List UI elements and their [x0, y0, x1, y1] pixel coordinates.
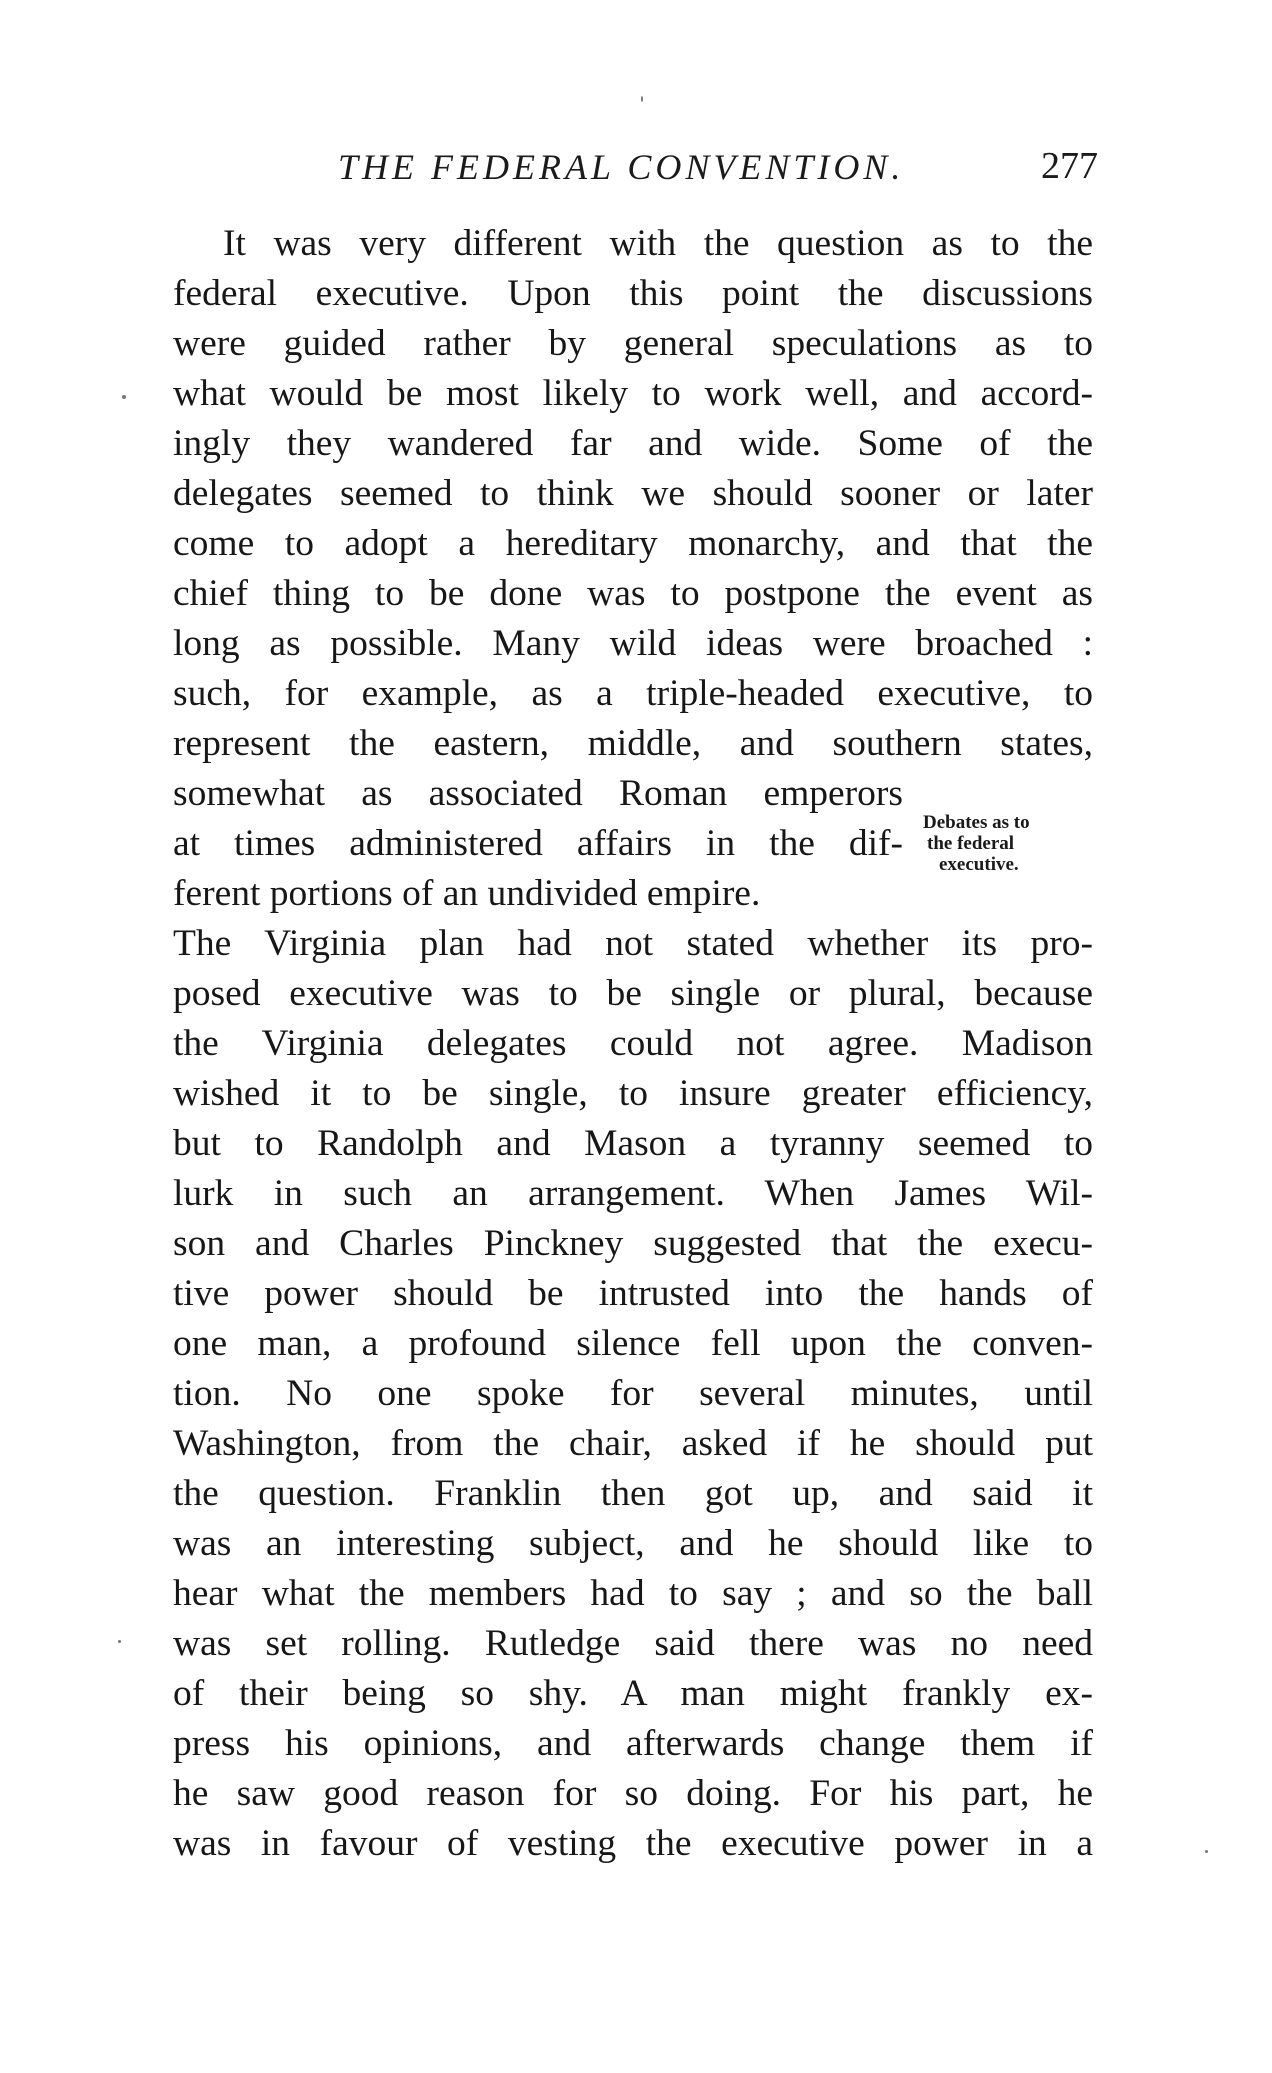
text-line-27: was an interesting subject, and he should like to [173, 1523, 1093, 1564]
text-line-3: were guided rather by general speculations as to [173, 323, 1093, 364]
text-line-13: at times administered affairs in the dif- [173, 823, 903, 864]
margin-note-line: the federal [927, 833, 1015, 854]
text-line-19: but to Randolph and Mason a tyranny seemed to [173, 1123, 1093, 1164]
text-line-4: what would be most likely to work well, and accord- [173, 373, 1093, 414]
text-line-12: somewhat as associated Roman emperors [173, 773, 903, 814]
text-line-7: come to adopt a hereditary monarchy, and that the [173, 523, 1093, 564]
text-line-10: such, for example, as a triple-headed executive, to [173, 673, 1093, 714]
text-line-16: posed executive was to be single or plural, because [173, 973, 1093, 1014]
text-line-8: chief thing to be done was to postpone the event as [173, 573, 1093, 614]
text-line-9: long as possible. Many wild ideas were broached : [173, 623, 1093, 664]
text-line-20: lurk in such an arrangement. When James Wil- [173, 1173, 1093, 1214]
paper-speck [641, 96, 643, 102]
page-number: 277 [1041, 145, 1098, 187]
text-line-24: tion. No one spoke for several minutes, until [173, 1373, 1093, 1414]
text-line-15: The Virginia plan had not stated whether its pro- [173, 923, 1093, 964]
paper-speck [118, 1640, 121, 1643]
text-line-14: ferent portions of an undivided empire. [173, 873, 761, 914]
margin-note [917, 812, 1097, 875]
text-line-28: hear what the members had to say ; and so the ball [173, 1573, 1093, 1614]
text-line-26: the question. Franklin then got up, and said it [173, 1473, 1093, 1514]
text-line-6: delegates seemed to think we should sooner or later [173, 473, 1093, 514]
margin-note-line: Debates as to [923, 812, 1030, 833]
text-line-30: of their being so shy. A man might frankly ex- [173, 1673, 1093, 1714]
text-line-2: federal executive. Upon this point the discussions [173, 273, 1093, 314]
running-title: THE FEDERAL CONVENTION. [338, 147, 905, 187]
text-line-11: represent the eastern, middle, and southern states, [173, 723, 1093, 764]
running-head [338, 146, 1098, 196]
text-line-33: was in favour of vesting the executive power in a [173, 1823, 1093, 1864]
text-line-5: ingly they wandered far and wide. Some of the [173, 423, 1093, 464]
margin-note-line: executive. [939, 854, 1019, 875]
text-line-23: one man, a profound silence fell upon the conven- [173, 1323, 1093, 1364]
paper-speck [1205, 1850, 1208, 1853]
paper-speck [122, 395, 126, 399]
text-line-22: tive power should be intrusted into the hands of [173, 1273, 1093, 1314]
text-line-29: was set rolling. Rutledge said there was no need [173, 1623, 1093, 1664]
text-line-32: he saw good reason for so doing. For his part, he [173, 1773, 1093, 1814]
text-line-18: wished it to be single, to insure greater efficiency, [173, 1073, 1093, 1114]
text-line-21: son and Charles Pinckney suggested that the execu- [173, 1223, 1093, 1264]
text-line-17: the Virginia delegates could not agree. Madison [173, 1023, 1093, 1064]
text-line-31: press his opinions, and afterwards change them if [173, 1723, 1093, 1764]
text-line-1: It was very different with the question as to the [223, 223, 1093, 264]
text-line-25: Washington, from the chair, asked if he should put [173, 1423, 1093, 1464]
